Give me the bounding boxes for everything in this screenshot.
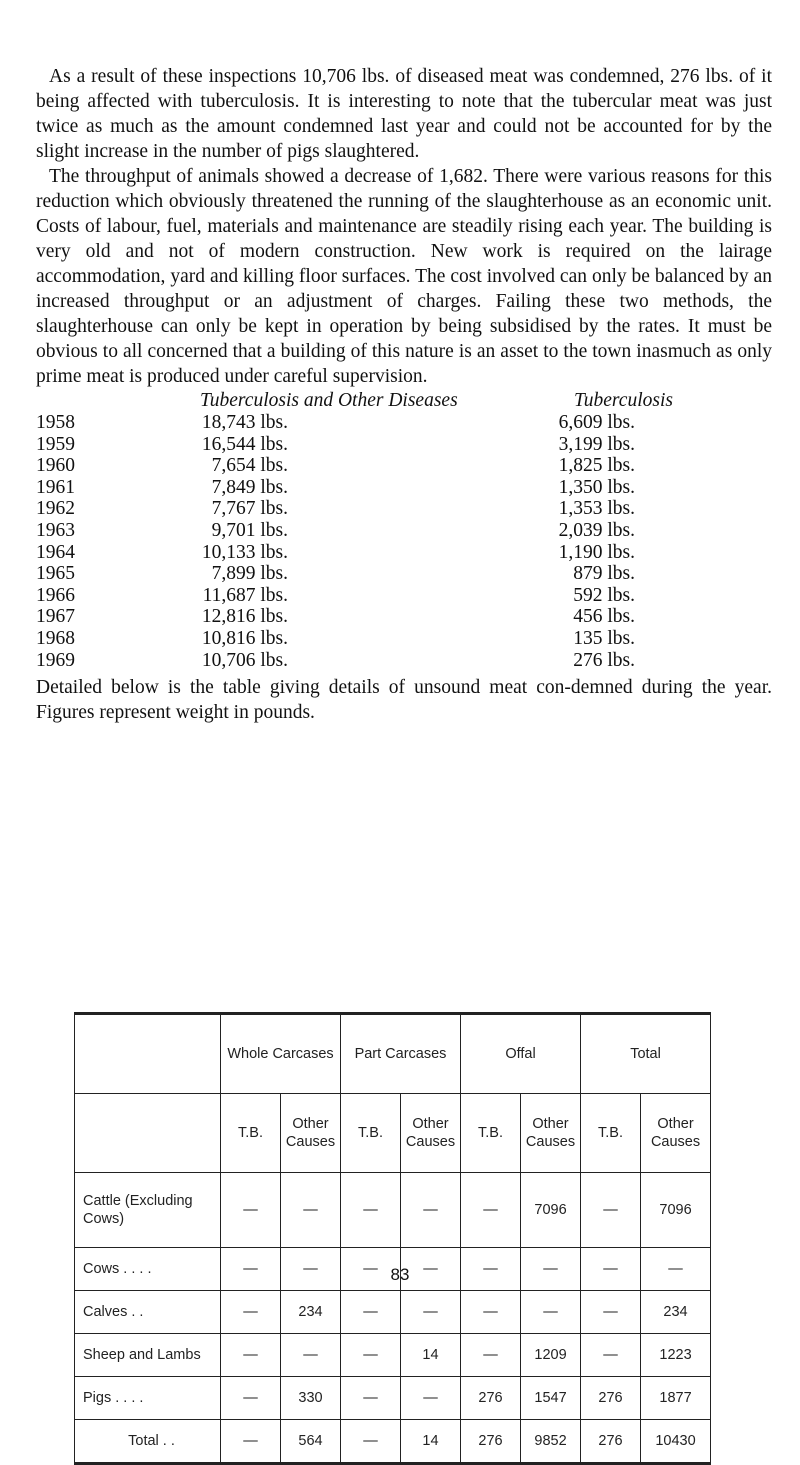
- row-label: Pigs . . . .: [75, 1377, 221, 1420]
- stats-year: 1965: [36, 563, 75, 585]
- table-cell: —: [341, 1248, 401, 1291]
- stats-row: [36, 477, 772, 499]
- stats-row: [36, 412, 772, 434]
- stats-all-diseases: 7,767 lbs.: [211, 498, 288, 520]
- stats-row: [36, 520, 772, 542]
- subheader-cell: T.B.: [461, 1094, 521, 1173]
- table-cell: —: [341, 1377, 401, 1420]
- stats-tuberculosis: 2,039 lbs.: [558, 519, 635, 541]
- stats-header-tuberculosis: Tuberculosis: [574, 390, 673, 411]
- stats-year: 1966: [36, 584, 75, 606]
- table-cell: —: [281, 1334, 341, 1377]
- stats-year: 1964: [36, 541, 75, 563]
- table-cell: —: [401, 1248, 461, 1291]
- table-row: [75, 1173, 711, 1248]
- stats-all-diseases: 10,816 lbs.: [201, 627, 288, 649]
- stats-year: 1958: [36, 412, 75, 433]
- table-cell: 234: [281, 1291, 341, 1334]
- table-cell: —: [341, 1291, 401, 1334]
- stats-row: [36, 455, 772, 477]
- stats-row: [36, 434, 772, 456]
- table-cell: —: [281, 1173, 341, 1248]
- table-cell: 1223: [641, 1334, 711, 1377]
- stats-row: [36, 628, 772, 650]
- table-cell: —: [461, 1248, 521, 1291]
- subheader-cell: T.B.: [581, 1094, 641, 1173]
- table-cell: —: [221, 1334, 281, 1377]
- table-cell: 7096: [521, 1173, 581, 1248]
- page-number: 83: [390, 1265, 410, 1284]
- row-label: Cattle (Excluding Cows): [75, 1173, 221, 1248]
- subheader-blank: [75, 1094, 221, 1173]
- stats-tuberculosis: 592 lbs.: [573, 584, 635, 606]
- unsound-meat-table: [74, 1012, 710, 1465]
- stats-all-diseases: 7,899 lbs.: [211, 563, 288, 585]
- table-cell: 276: [581, 1377, 641, 1420]
- table-cell: 330: [281, 1377, 341, 1420]
- stats-row: [36, 542, 772, 564]
- stats-tuberculosis: 135 lbs.: [573, 627, 635, 649]
- table-cell: —: [221, 1420, 281, 1464]
- row-label: Total . .: [75, 1420, 221, 1464]
- subheader-cell: T.B.: [221, 1094, 281, 1173]
- stats-all-diseases: 10,706 lbs.: [201, 649, 288, 671]
- table-row: [75, 1377, 711, 1420]
- stats-year: 1962: [36, 498, 75, 520]
- stats-year: 1963: [36, 519, 75, 541]
- table-cell: —: [341, 1334, 401, 1377]
- stats-all-diseases: 7,849 lbs.: [211, 476, 288, 498]
- stats-tuberculosis: 6,609 lbs.: [558, 412, 635, 433]
- table-cell: —: [581, 1291, 641, 1334]
- stats-tuberculosis: 1,353 lbs.: [558, 498, 635, 520]
- table-cell: —: [521, 1291, 581, 1334]
- stats-all-diseases: 9,701 lbs.: [211, 519, 288, 541]
- stats-row: [36, 585, 772, 607]
- condemned-meat-stats: [36, 390, 772, 671]
- table-subheader-row: [75, 1094, 711, 1173]
- stats-year: 1968: [36, 627, 75, 649]
- table-cell: 1547: [521, 1377, 581, 1420]
- table-cell: 276: [581, 1420, 641, 1464]
- group-part-carcases: Part Carcases: [341, 1014, 461, 1094]
- row-label: Calves . .: [75, 1291, 221, 1334]
- stats-rows: [36, 412, 772, 671]
- table-cell: 9852: [521, 1420, 581, 1464]
- table-cell: —: [641, 1248, 711, 1291]
- table-cell: 276: [461, 1420, 521, 1464]
- stats-all-diseases: 18,743 lbs.: [201, 412, 288, 433]
- table-cell: —: [341, 1173, 401, 1248]
- table-cell: —: [221, 1377, 281, 1420]
- table-cell: 564: [281, 1420, 341, 1464]
- table-row: [75, 1334, 711, 1377]
- stats-year: 1960: [36, 455, 75, 477]
- page-body: [36, 64, 772, 725]
- table-cell: —: [401, 1291, 461, 1334]
- stats-year: 1959: [36, 433, 75, 455]
- stats-tuberculosis: 1,825 lbs.: [558, 455, 635, 477]
- stats-row: [36, 498, 772, 520]
- stats-header: [36, 390, 772, 412]
- stats-year: 1967: [36, 606, 75, 628]
- stats-all-diseases: 11,687 lbs.: [202, 584, 288, 606]
- table-cell: —: [401, 1377, 461, 1420]
- table-cell: 276: [461, 1377, 521, 1420]
- subheader-cell: Other Causes: [641, 1094, 711, 1173]
- table-cell: 1209: [521, 1334, 581, 1377]
- table-cell: —: [581, 1173, 641, 1248]
- table-cell: —: [461, 1334, 521, 1377]
- group-offal: Offal: [461, 1014, 581, 1094]
- paragraph-2: The throughput of animals showed a decrease of 1,682. There were various reasons for this reduction which obviously threatened the running of the slaughterhouse as an economic unit. Costs of labour, fuel, materials and maintenance are steadily rising each year. The building is very old and not of modern construction. New work is required on the lairage accommodation, yard and killing floor surfaces. The cost involved can only be balanced by an increased throughput or an adjustment of charges. Failing these two methods, the slaughterhouse can only be kept in operation by being subsidised by the rates. It must be obvious to all concerned that a building of this nature is an asset to the town inasmuch as only prime meat is produced under careful supervision.: [36, 166, 772, 387]
- table-row: [75, 1291, 711, 1334]
- table-cell: 234: [641, 1291, 711, 1334]
- table-cell: 1877: [641, 1377, 711, 1420]
- subheader-cell: T.B.: [341, 1094, 401, 1173]
- row-label: Sheep and Lambs: [75, 1334, 221, 1377]
- table-cell: 14: [401, 1420, 461, 1464]
- table-cell: 10430: [641, 1420, 711, 1464]
- table-intro: Detailed below is the table giving details of unsound meat con-demned during the year. Figures represent weight in pounds.: [36, 677, 772, 724]
- table-cell: 14: [401, 1334, 461, 1377]
- stats-row: [36, 563, 772, 585]
- table-row: [75, 1420, 711, 1464]
- stats-all-diseases: 7,654 lbs.: [211, 455, 288, 477]
- stats-year: 1961: [36, 476, 75, 498]
- group-total: Total: [581, 1014, 711, 1094]
- table-cell: —: [341, 1420, 401, 1464]
- stats-tuberculosis: 456 lbs.: [573, 606, 635, 628]
- stats-tuberculosis: 276 lbs.: [573, 649, 635, 671]
- table-cell: —: [461, 1291, 521, 1334]
- row-label: Cows . . . .: [75, 1248, 221, 1291]
- table-cell: —: [461, 1173, 521, 1248]
- table-cell: —: [221, 1291, 281, 1334]
- subheader-cell: Other Causes: [281, 1094, 341, 1173]
- table-cell: —: [401, 1173, 461, 1248]
- subheader-cell: Other Causes: [521, 1094, 581, 1173]
- stats-all-diseases: 12,816 lbs.: [201, 606, 288, 628]
- table-cell: —: [221, 1173, 281, 1248]
- stats-all-diseases: 16,544 lbs.: [201, 433, 288, 455]
- stats-tuberculosis: 879 lbs.: [573, 563, 635, 585]
- group-whole-carcases: Whole Carcases: [221, 1014, 341, 1094]
- table-group-header-row: [75, 1014, 711, 1094]
- table-cell: —: [581, 1248, 641, 1291]
- table-cell: —: [581, 1334, 641, 1377]
- table-cell: —: [281, 1248, 341, 1291]
- stats-row: [36, 606, 772, 628]
- table-body: [75, 1173, 711, 1464]
- table-cell: 7096: [641, 1173, 711, 1248]
- stats-row: [36, 650, 772, 672]
- stats-tuberculosis: 1,190 lbs.: [558, 541, 635, 563]
- table-cell: —: [521, 1248, 581, 1291]
- stats-header-all-diseases: Tuberculosis and Other Diseases: [200, 390, 458, 411]
- stats-year: 1969: [36, 649, 75, 671]
- subheader-cell: Other Causes: [401, 1094, 461, 1173]
- stats-tuberculosis: 1,350 lbs.: [558, 476, 635, 498]
- stats-tuberculosis: 3,199 lbs.: [558, 433, 635, 455]
- table-cell: —: [221, 1248, 281, 1291]
- stats-all-diseases: 10,133 lbs.: [201, 541, 288, 563]
- table-corner-cell: [75, 1014, 221, 1094]
- paragraph-1: As a result of these inspections 10,706 lbs. of diseased meat was condemned, 276 lbs. of it being affected with tuberculosis. It is interesting to note that the tubercular meat was just twice as much as the amount condemned last year and could not be accounted for by the slight increase in the number of pigs slaughtered.: [36, 66, 772, 162]
